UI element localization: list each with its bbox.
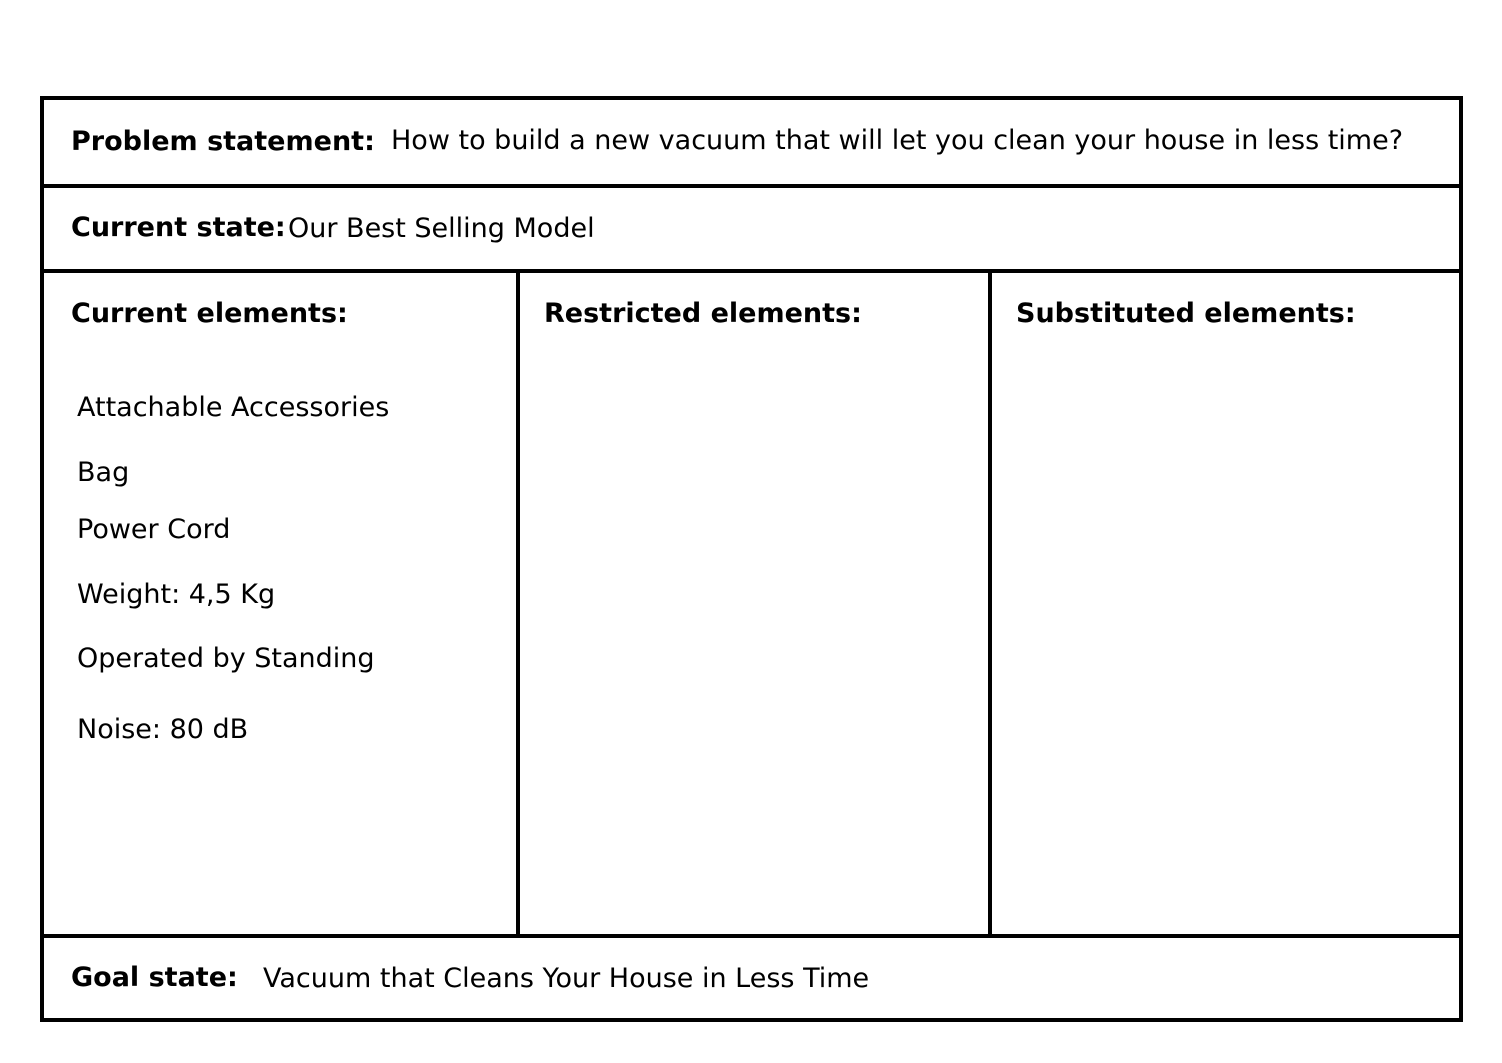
current-elements-label: Current elements: xyxy=(71,298,348,329)
substituted-elements-label: Substituted elements: xyxy=(1016,298,1356,329)
goal-state-label: Goal state: xyxy=(71,962,238,993)
current-element-item: Weight: 4,5 Kg xyxy=(77,579,276,610)
current-state-value: Our Best Selling Model xyxy=(288,213,595,244)
current-element-item: Attachable Accessories xyxy=(77,392,390,423)
current-element-item: Bag xyxy=(77,457,130,488)
divider-column-1 xyxy=(516,271,520,936)
current-element-item: Noise: 80 dB xyxy=(77,714,249,745)
divider-problem xyxy=(44,184,1459,188)
divider-goal-state xyxy=(44,934,1459,938)
problem-statement-value: How to build a new vacuum that will let you clean your house in less time? xyxy=(391,125,1404,156)
divider-column-2 xyxy=(988,271,992,936)
current-state-label: Current state: xyxy=(71,212,286,243)
current-element-item: Power Cord xyxy=(77,514,231,545)
restricted-elements-label: Restricted elements: xyxy=(544,298,862,329)
goal-state-value: Vacuum that Cleans Your House in Less Time xyxy=(263,963,870,994)
problem-statement-label: Problem statement: xyxy=(71,126,375,157)
divider-current-state xyxy=(44,269,1459,273)
current-element-item: Operated by Standing xyxy=(77,643,375,674)
